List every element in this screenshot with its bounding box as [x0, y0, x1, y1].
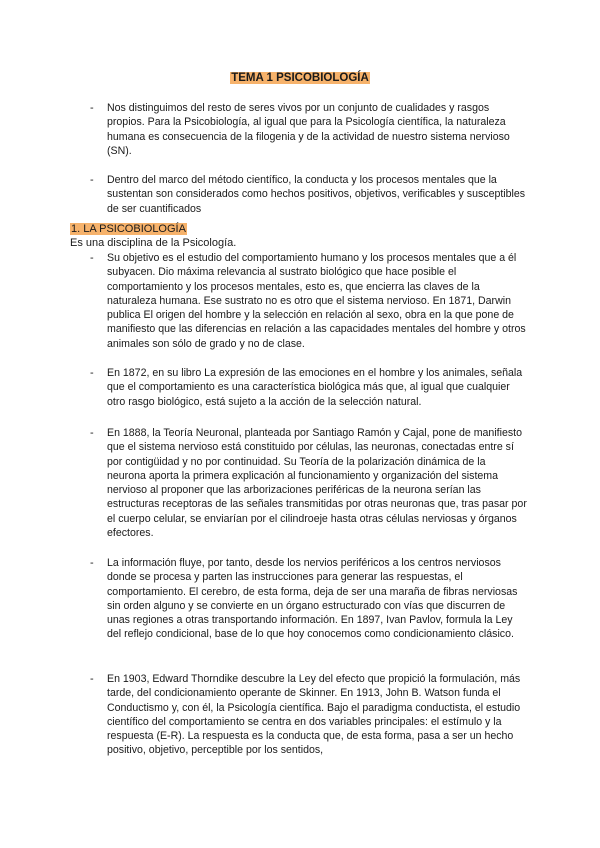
- section-text-1: Su objetivo es el estudio del comportamiento humano y los procesos mentales que a él subyacen. Dio máxima relevancia al sustrato biológico que hace posible el comportamiento y los procesos mentales, esto es, que encierra las claves de la naturaleza humana. Ese sustrato no es otro que el sistema nervioso. En 1871, Darwin publica El origen del hombre y la selección en relación al sexo, obra en la que pone de manifiesto que las diferencias en relación a las capacidades mentales del hombre y otros animales son sólo de grado y no de clase.: [107, 252, 526, 350]
- page-title-text: TEMA 1 PSICOBIOLOGÍA: [231, 72, 369, 84]
- section-text-2: En 1872, en su libro La expresión de las emociones en el hombre y los animales, señala que el comportamiento es una característica biológica más que, al igual que cualquier otro rasgo biológico, está sujeto a la acción de la selección natural.: [107, 367, 523, 408]
- list-item: [0, 366, 600, 426]
- page-title: [0, 71, 600, 85]
- list-item: [0, 101, 600, 173]
- section-list: [0, 251, 600, 762]
- section-text-3: En 1888, la Teoría Neuronal, planteada por Santiago Ramón y Cajal, pone de manifiesto que el sistema nervioso está constituido por células, las neuronas, conectadas entre sí por contigüidad y no por continuidad. Su Teoría de la polarización dinámica de la neurona aporta la primera explicación al funcionamiento y organización del sistema nervioso al proponer que las arborizaciones periféricas de la neurona serían las estructuras receptoras de las señales transmitidas por otras neuronas que, tras pasar por el cuerpo celular, se enviarían por el cilindroeje hasta otras células nerviosas y órganos efectores.: [107, 427, 527, 540]
- intro-text-2: Dentro del marco del método científico, la conducta y los procesos mentales que la sustentan son considerados como hechos positivos, objetivos, verificables y susceptibles de ser cuantificados: [107, 174, 526, 215]
- section-heading-text: 1. LA PSICOBIOLOGÍA: [71, 223, 186, 235]
- bullet-dash: -: [90, 557, 94, 569]
- intro-list: [0, 101, 600, 217]
- section-text-5: En 1903, Edward Thorndike descubre la Ley del efecto que propició la formulación, más tarde, del condicionamiento operante de Skinner. En 1913, John B. Watson funda el Conductismo y, con él, la Psicología científica. Bajo el paradigma conductista, el estudio científico del comportamiento se centra en dos variables principales: el estímulo y la respuesta (E-R). La respuesta es la conducta que, de esta forma, pasa a ser un hecho positivo, objetivo, perceptible por los sentidos,: [107, 673, 521, 757]
- section-text-4: La información fluye, por tanto, desde los nervios periféricos a los centros nerviosos donde se procesa y parten las instrucciones para generar las respuestas, el comportamiento. El cerebro, de esta forma, deja de ser una maraña de fibras nerviosas sin orden alguno y se convierte en un órgano estructurado con vías que discurren de unas regiones a otras transportando información. En 1897, Ivan Pavlov, formula la Ley del reflejo condicional, base de lo que hoy conocemos como condicionamiento clásico.: [107, 557, 518, 641]
- bullet-dash: -: [90, 102, 94, 114]
- intro-text-1: Nos distinguimos del resto de seres vivos por un conjunto de cualidades y rasgos propios. Para la Psicobiología, al igual que para la Psicología científica, la naturaleza humana es consecuencia de la filogenia y de la actividad de nuestro sistema nervioso (SN).: [107, 102, 510, 157]
- list-item: [0, 672, 600, 762]
- list-item: [0, 173, 600, 217]
- list-item: [0, 251, 600, 366]
- section-heading: [70, 222, 187, 236]
- section-subtitle: Es una disciplina de la Psicología.: [70, 237, 237, 249]
- list-item: [0, 426, 600, 556]
- bullet-dash: -: [90, 174, 94, 186]
- bullet-dash: -: [90, 427, 94, 439]
- list-item: [0, 556, 600, 672]
- bullet-dash: -: [90, 367, 94, 379]
- bullet-dash: -: [90, 673, 94, 685]
- bullet-dash: -: [90, 252, 94, 264]
